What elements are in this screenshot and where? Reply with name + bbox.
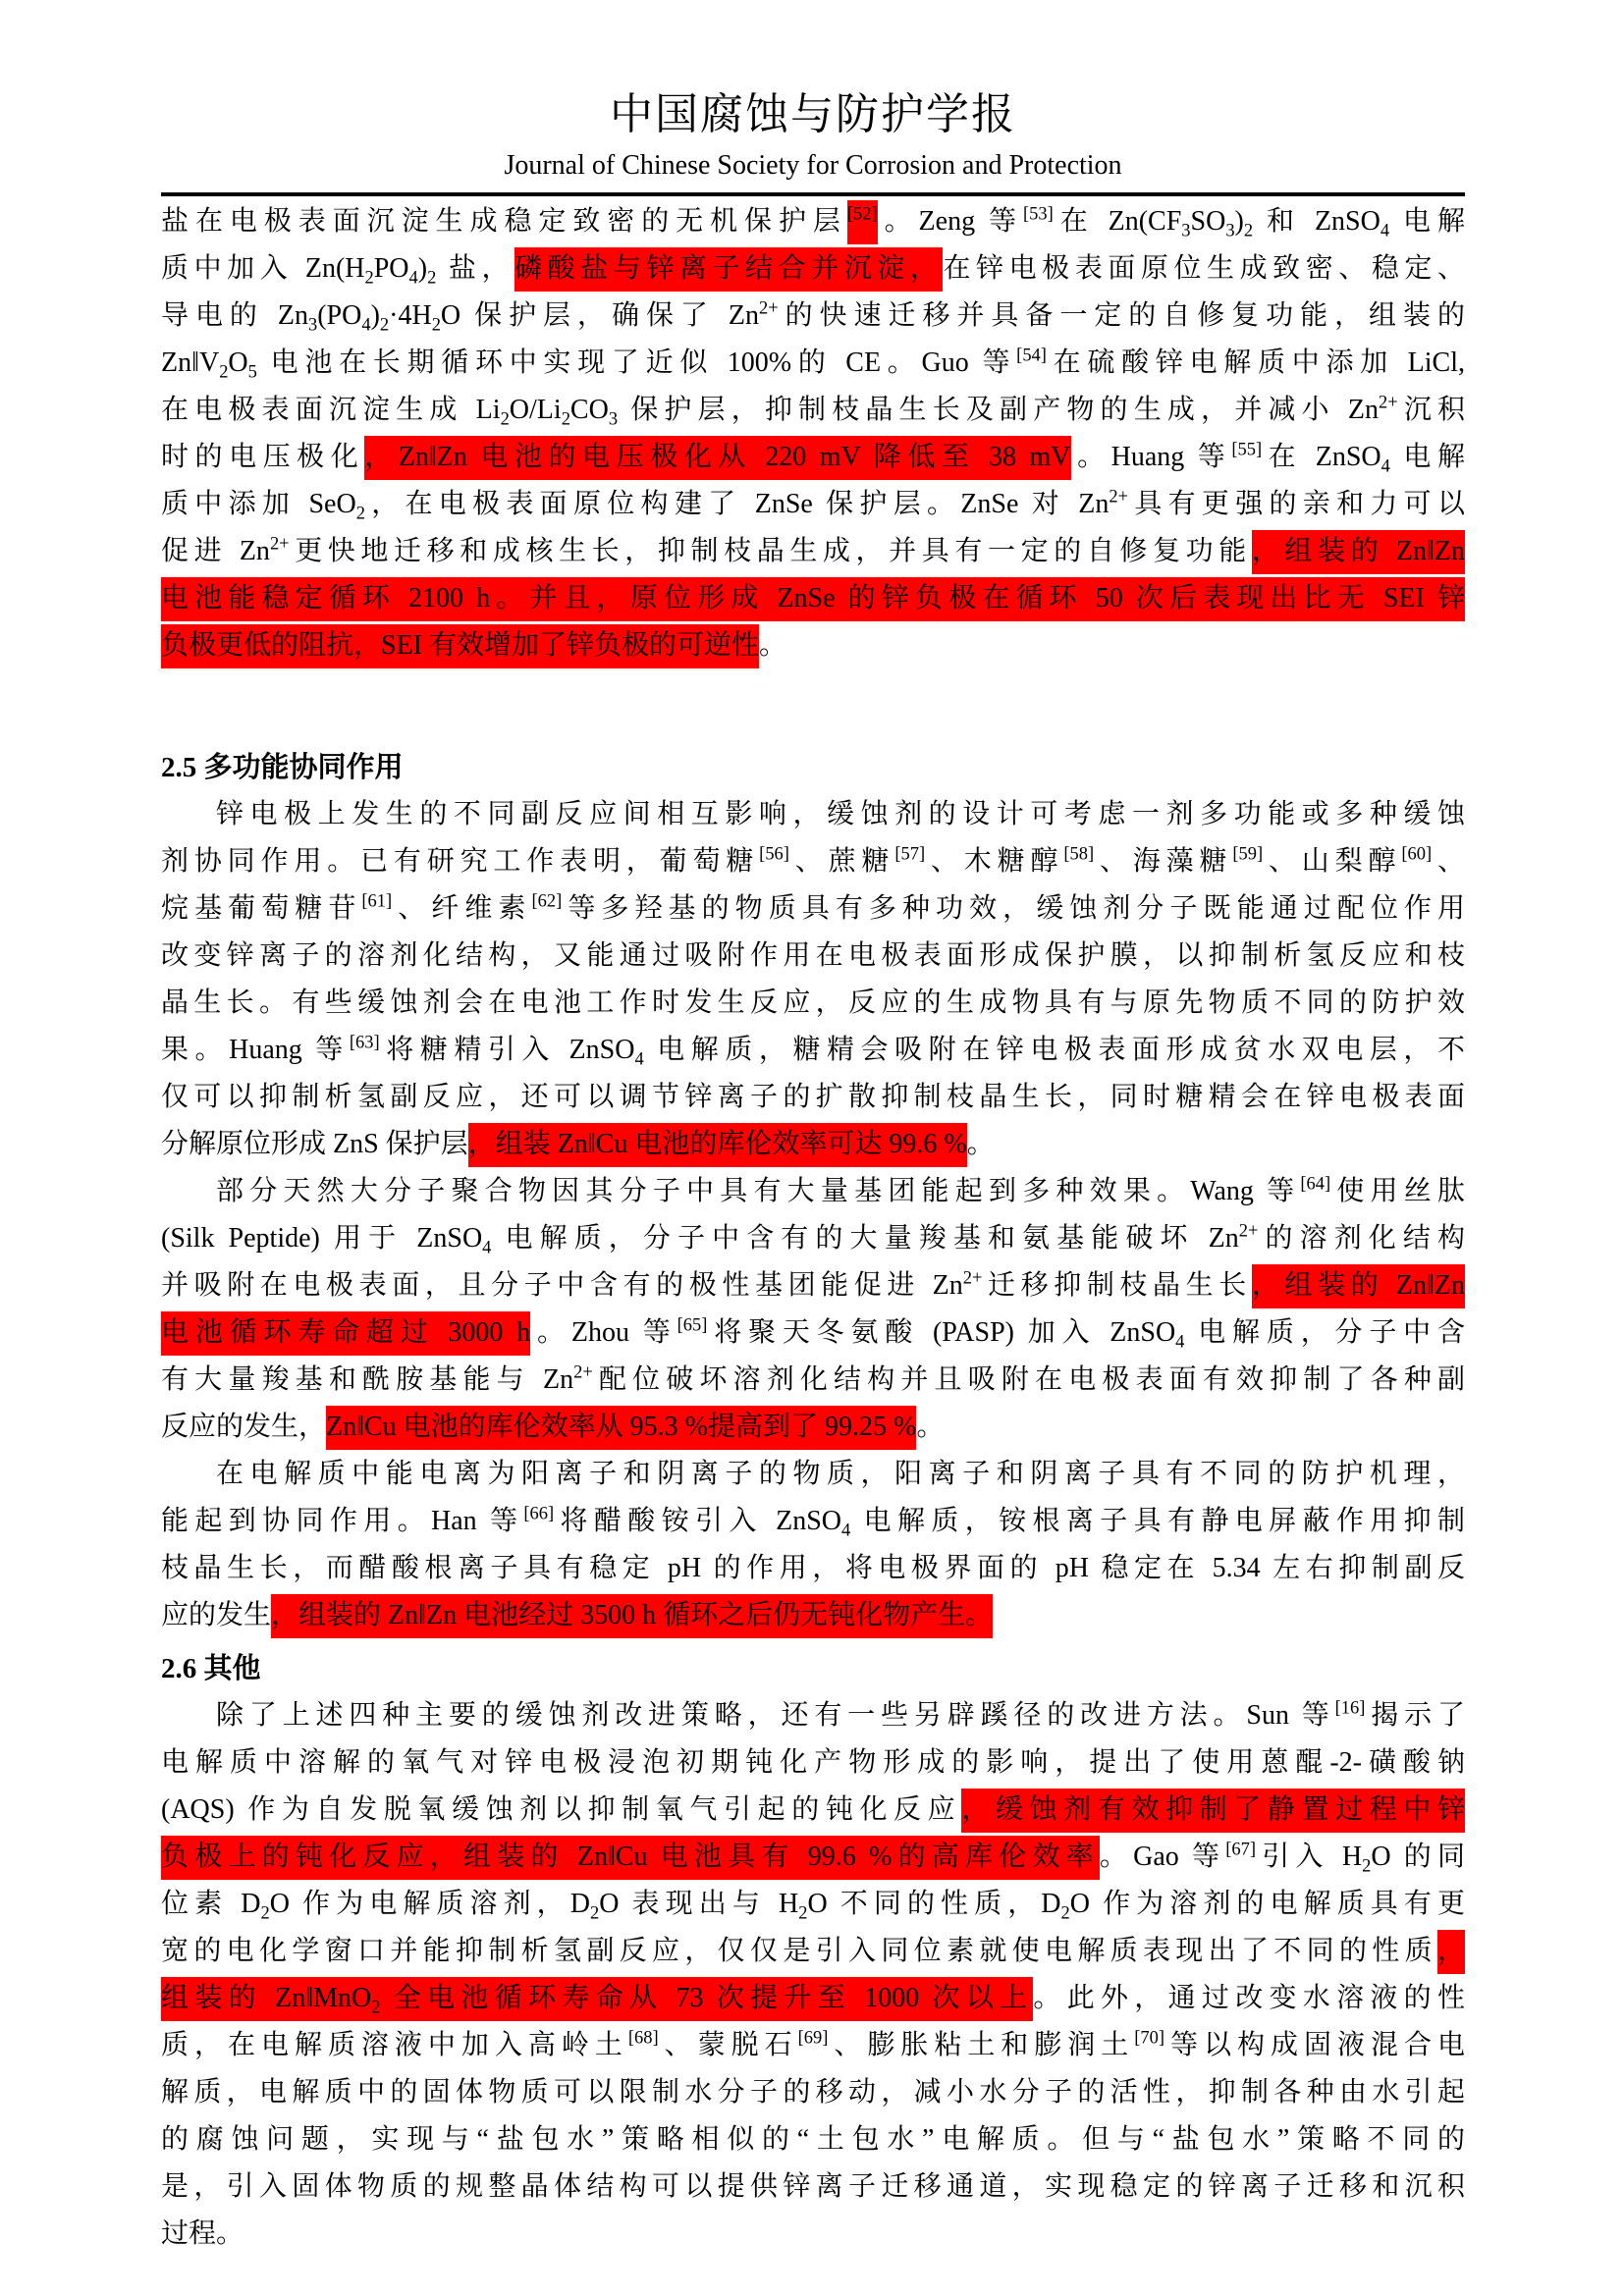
text-segment: 。	[759, 630, 787, 661]
text-line	[161, 2022, 1465, 2069]
text-segment: 反应的发生，	[161, 1412, 327, 1442]
text-segment: 应的发生	[161, 1600, 272, 1630]
highlighted-text-segment: ，组装的 Zn‖Zn	[1252, 530, 1465, 574]
text-segment: 部分天然大分子聚合物因其分子中具有大量基团能起到多种效果。Wang 等[64]使用丝肽	[216, 1173, 1465, 1206]
text-line	[161, 245, 1465, 293]
subscript-text: 4	[1380, 455, 1390, 476]
superscript-text: [65]	[677, 1314, 708, 1335]
superscript-text: [56]	[759, 843, 789, 864]
journal-title-en: Journal of Chinese Society for Corrosion and Protection	[504, 150, 1122, 181]
superscript-text: [53]	[1022, 203, 1054, 224]
highlighted-text-segment: ，组装的 Zn‖Zn 电池经过 3500 h 循环之后仍无钝化物产生。	[271, 1594, 993, 1638]
superscript-text: [63]	[349, 1032, 380, 1052]
text-line	[161, 622, 1465, 669]
text-line	[161, 1074, 1465, 1121]
superscript-text: [64]	[1300, 1173, 1331, 1194]
text-line	[161, 1451, 1465, 1498]
text-segment: 在电极表面沉淀生成 $Li_2O/Li_2CO_3$ 保护层，抑制枝晶生长及副产物的生成，并减小 $Zn^{2+}$沉积	[161, 392, 1465, 429]
text-segment: 导电的 $Zn_3(PO_4)_2\cdot 4H_2O$ 保护层，确保了 $Zn^{2+}$的快速迁移并具备一定的自修复功能，组装的	[161, 297, 1465, 335]
subscript-text: 2	[371, 1997, 381, 2017]
superscript-text: [55]	[1231, 439, 1263, 459]
text-line	[161, 1975, 1465, 2022]
text-segment: 有大量羧基和酰胺基能与 $Zn^{2+}$配位破坏溶剂化结构并且吸附在电极表面有效抑制了各种副	[161, 1362, 1465, 1395]
subscript-text: 2	[561, 408, 570, 429]
text-segment: 在锌电极表面原位生成致密、稳定、	[943, 253, 1465, 284]
text-line	[161, 1592, 1465, 1639]
text-line	[161, 1498, 1465, 1545]
text-line	[161, 980, 1465, 1027]
superscript-text: 2+	[573, 1362, 593, 1382]
superscript-text: [68]	[627, 2027, 659, 2048]
section-heading: 2.6 其他	[161, 1653, 261, 1684]
text-segment: 电解质中溶解的氧气对锌电极浸泡初期钝化产物形成的影响，提出了使用蒽醌-2-磺酸钠	[161, 1747, 1465, 1778]
text-line	[161, 2211, 1465, 2258]
text-line	[161, 1787, 1465, 1834]
superscript-text: 2+	[962, 1267, 983, 1288]
text-line	[161, 1215, 1465, 1262]
paragraph	[161, 1451, 1465, 1639]
highlighted-text-segment: ，	[1437, 1930, 1465, 1974]
text-line	[161, 1928, 1465, 1975]
text-line	[161, 2163, 1465, 2211]
superscript-text: [67]	[1225, 1839, 1256, 1859]
text-line	[161, 885, 1465, 933]
subscript-text: 2	[364, 267, 374, 288]
text-line	[161, 933, 1465, 980]
text-segment: (AQS) 作为自发脱氧缓蚀剂以抑制氧气引起的钝化反应	[161, 1794, 962, 1825]
subscript-text: 2	[1243, 220, 1254, 240]
text-line	[161, 1027, 1465, 1074]
paragraph	[161, 198, 1465, 669]
superscript-text: [62]	[531, 890, 563, 911]
text-segment: 质中添加 SeO$_2$，在电极表面原位构建了 ZnSe 保护层。ZnSe 对 $Zn^{2+}$具有更强的亲和力可以	[161, 486, 1465, 523]
highlighted-text-segment: 电池能稳定循环 2100 h。并且，原位形成 ZnSe 的锌负极在循环 50 次后表现出比无 SEI 锌	[161, 577, 1465, 621]
subscript-text: 3	[608, 408, 619, 429]
section-heading: 2.5 多功能协同作用	[161, 752, 404, 783]
highlighted-text-segment: 负极上的钝化反应，组装的 Zn‖Cu 电池具有 99.6 %的高库伦效率	[161, 1836, 1100, 1880]
text-segment: 过程。	[161, 2218, 244, 2249]
subscript-text: 5	[247, 361, 257, 382]
subscript-text: 2	[1060, 1902, 1070, 1923]
text-segment: 。Huang 等[55]在 ZnSO$_4$ 电解	[1070, 439, 1465, 476]
subscript-text: 4	[841, 1520, 851, 1540]
text-line	[161, 1121, 1465, 1168]
text-line	[161, 1834, 1465, 1881]
superscript-text: [54]	[1016, 345, 1047, 365]
superscript-text: 2+	[1109, 486, 1129, 507]
superscript-text: [58]	[1063, 843, 1095, 864]
highlighted-text-segment	[847, 200, 878, 244]
text-segment: 。Gao 等[67]引入 $H_2O$ 的同	[1099, 1839, 1465, 1876]
text-segment: 枝晶生长，而醋酸根离子具有稳定 pH 的作用，将电极界面的 pH 稳定在 5.34 左右抑制副反	[161, 1553, 1465, 1583]
superscript-text: [66]	[523, 1503, 555, 1523]
subscript-text: 3	[1225, 220, 1235, 240]
subscript-text: 2	[500, 408, 510, 429]
highlighted-text-segment: 负极更低的阻抗，SEI 有效增加了锌负极的可逆性	[161, 624, 759, 668]
highlighted-text-segment: ，Zn‖Zn 电池的电压极化从 220 mV 降低至 38 mV	[364, 436, 1070, 480]
text-segment: 质，在电解质溶液中加入高岭土[68]、蒙脱石[69]、膨胀粘土和膨润土[70]等以构成固液混合电	[161, 2027, 1465, 2060]
subscript-text: 2	[219, 361, 229, 382]
highlighted-text-segment: ，缓蚀剂有效抑制了静置过程中锌	[961, 1789, 1465, 1833]
text-segment: 。	[916, 1412, 945, 1442]
subscript-text: 2	[1362, 1855, 1372, 1876]
text-segment: 在电解质中能电离为阳离子和阴离子的物质，阳离子和阴离子具有不同的防护机理，	[216, 1459, 1465, 1489]
text-segment: 果。Huang 等[63]将糖精引入 ZnSO$_4$ 电解质，糖精会吸附在锌电极表面形成贫水双电层，不	[161, 1032, 1465, 1069]
highlighted-text-segment: Zn‖Cu 电池的库伦效率从 95.3 %提高到了 99.25 %	[326, 1406, 916, 1450]
highlighted-text-segment: 磷酸盐与锌离子结合并沉淀，	[514, 247, 943, 292]
highlighted-text-segment: ，组装的 Zn‖Zn	[1252, 1264, 1465, 1308]
text-segment: 盐在电极表面沉淀生成稳定致密的无机保护层	[161, 206, 847, 237]
subscript-text: 4	[1380, 220, 1390, 240]
journal-title-zh: 中国腐蚀与防护学报	[610, 90, 1016, 138]
superscript-text: 2+	[1238, 1220, 1259, 1241]
text-segment: 仅可以抑制析氢副反应，还可以调节锌离子的扩散抑制枝晶生长，同时糖精会在锌电极表面	[161, 1082, 1465, 1112]
highlighted-text-segment: 电池循环寿命超过 3000 h	[161, 1311, 530, 1356]
subscript-text: 4	[634, 1048, 644, 1069]
text-segment: 。Zhou 等[65]将聚天冬氨酸 (PASP) 加入 ZnSO$_4$ 电解质，分子中含	[530, 1314, 1465, 1352]
text-line	[161, 838, 1465, 885]
subscript-text: 2	[260, 1902, 270, 1923]
article-body	[161, 198, 1465, 2258]
superscript-text: 2+	[1379, 392, 1398, 412]
superscript-text: [70]	[1134, 2027, 1165, 2048]
superscript-text: [61]	[361, 890, 393, 911]
text-line	[161, 198, 1465, 245]
text-line	[161, 1739, 1465, 1787]
text-line	[161, 1168, 1465, 1215]
text-segment: 改变锌离子的溶剂化结构，又能通过吸附作用在电极表面形成保护膜，以抑制析氢反应和枝	[161, 940, 1465, 971]
header-rule	[161, 192, 1465, 196]
subscript-text: 2	[379, 314, 390, 335]
highlighted-text-segment: 组装的 Zn‖MnO$_2$ 全电池循环寿命从 73 次提升至 1000 次以上	[161, 1977, 1033, 2021]
vertical-spacer	[161, 669, 1465, 744]
text-line	[161, 1545, 1465, 1592]
superscript-text: [69]	[797, 2027, 829, 2048]
text-segment: 剂协同作用。已有研究工作表明，葡萄糖[56]、蔗糖[57]、木糖醇[58]、海藻糖[59]、山梨醇[60]、	[161, 843, 1465, 877]
text-line	[161, 791, 1465, 838]
text-line	[161, 1692, 1465, 1739]
text-segment: 能起到协同作用。Han 等[66]将醋酸铵引入 ZnSO$_4$ 电解质，铵根离子具有静电屏蔽作用抑制	[161, 1503, 1465, 1540]
subscript-text: 4	[361, 314, 371, 335]
text-segment: 。此外，通过改变水溶液的性	[1033, 1983, 1465, 2013]
text-segment: 促进 $Zn^{2+}$更快地迁移和成核生长，抑制枝晶生成，并具有一定的自修复功能	[161, 533, 1252, 566]
text-segment: 解质，电解质中的固体物质可以限制水分子的移动，减小水分子的活性，抑制各种由水引起	[161, 2077, 1465, 2108]
superscript-text: [60]	[1401, 843, 1433, 864]
highlighted-text-segment: ，组装 Zn‖Cu 电池的库伦效率可达 99.6 %	[468, 1123, 967, 1167]
text-segment: 烷基葡萄糖苷[61]、纤维素[62]等多羟基的物质具有多种功效，缓蚀剂分子既能通过配位作用	[161, 890, 1465, 924]
text-line	[161, 340, 1465, 387]
text-line	[161, 481, 1465, 528]
text-line	[161, 387, 1465, 434]
text-segment: 晶生长。有些缓蚀剂会在电池工作时发生反应，反应的生成物具有与原先物质不同的防护效	[161, 988, 1465, 1018]
text-segment: 宽的电化学窗口并能抑制析氢副反应，仅仅是引入同位素就使电解质表现出了不同的性质	[161, 1936, 1437, 1966]
text-line	[161, 293, 1465, 340]
paragraph	[161, 1168, 1465, 1451]
superscript-text: 2+	[269, 533, 290, 554]
subscript-text: 3	[307, 314, 318, 335]
text-segment: 锌电极上发生的不同副反应间相互影响，缓蚀剂的设计可考虑一剂多功能或多种缓蚀	[216, 799, 1465, 829]
subscript-text: 2	[431, 314, 441, 335]
text-line	[161, 1404, 1465, 1451]
text-line	[161, 1309, 1465, 1357]
text-segment: 除了上述四种主要的缓蚀剂改进策略，还有一些另辟蹊径的改进方法。Sun 等[16]揭示了	[216, 1697, 1465, 1731]
text-segment: 。Zeng 等[53]在 $Zn(CF_3SO_3)_2$ 和 ZnSO$_4$ 电解	[877, 203, 1465, 240]
text-line	[161, 2069, 1465, 2116]
text-segment: 。	[966, 1129, 995, 1159]
text-segment: 是，引入固体物质的规整晶体结构可以提供锌离子迁移通道，实现稳定的锌离子迁移和沉积	[161, 2171, 1465, 2202]
text-segment: 并吸附在电极表面，且分子中含有的极性基团能促进 $Zn^{2+}$迁移抑制枝晶生长	[161, 1267, 1252, 1301]
text-line	[161, 434, 1465, 481]
text-line	[161, 1262, 1465, 1309]
text-segment: 的腐蚀问题，实现与“盐包水”策略相似的“土包水”电解质。但与“盐包水”策略不同的	[161, 2124, 1465, 2155]
text-line	[161, 575, 1465, 622]
subscript-text: 4	[482, 1237, 492, 1257]
superscript-text: [59]	[1232, 843, 1264, 864]
paragraph	[161, 1692, 1465, 2258]
text-line	[161, 1881, 1465, 1928]
subscript-text: 2	[355, 503, 365, 523]
text-line	[161, 1357, 1465, 1404]
superscript-text: 2+	[758, 297, 779, 318]
text-segment: 位素 $D_2O$ 作为电解质溶剂，$D_2O$ 表现出与 $H_2O$ 不同的性质，$D_2O$ 作为溶剂的电解质具有更	[161, 1889, 1465, 1923]
subscript-text: 4	[408, 267, 418, 288]
superscript-text: [52]	[846, 203, 878, 224]
subscript-text: 3	[1181, 220, 1191, 240]
text-segment: $Zn‖V_2O_5$ 电池在长期循环中实现了近似 100%的 CE。Guo 等[54]在硫酸锌电解质中添加 LiCl,	[161, 345, 1465, 382]
text-segment: 时的电压极化	[161, 442, 365, 472]
superscript-text: [16]	[1334, 1697, 1366, 1718]
subscript-text: 2	[427, 267, 437, 288]
subscript-text: 2	[798, 1902, 808, 1923]
text-line	[161, 528, 1465, 575]
subscript-text: 4	[1175, 1331, 1185, 1352]
text-segment: 质中加入 $Zn(H_2PO_4)_2$ 盐，	[161, 253, 515, 288]
superscript-text: [57]	[894, 843, 926, 864]
text-segment: 分解原位形成 ZnS 保护层	[161, 1129, 468, 1159]
subscript-text: 2	[590, 1902, 600, 1923]
paragraph	[161, 791, 1465, 1168]
text-segment: (Silk Peptide) 用于 ZnSO$_4$ 电解质，分子中含有的大量羧基和氨基能破坏 $Zn^{2+}$的溶剂化结构	[161, 1220, 1465, 1257]
text-line	[161, 2116, 1465, 2163]
